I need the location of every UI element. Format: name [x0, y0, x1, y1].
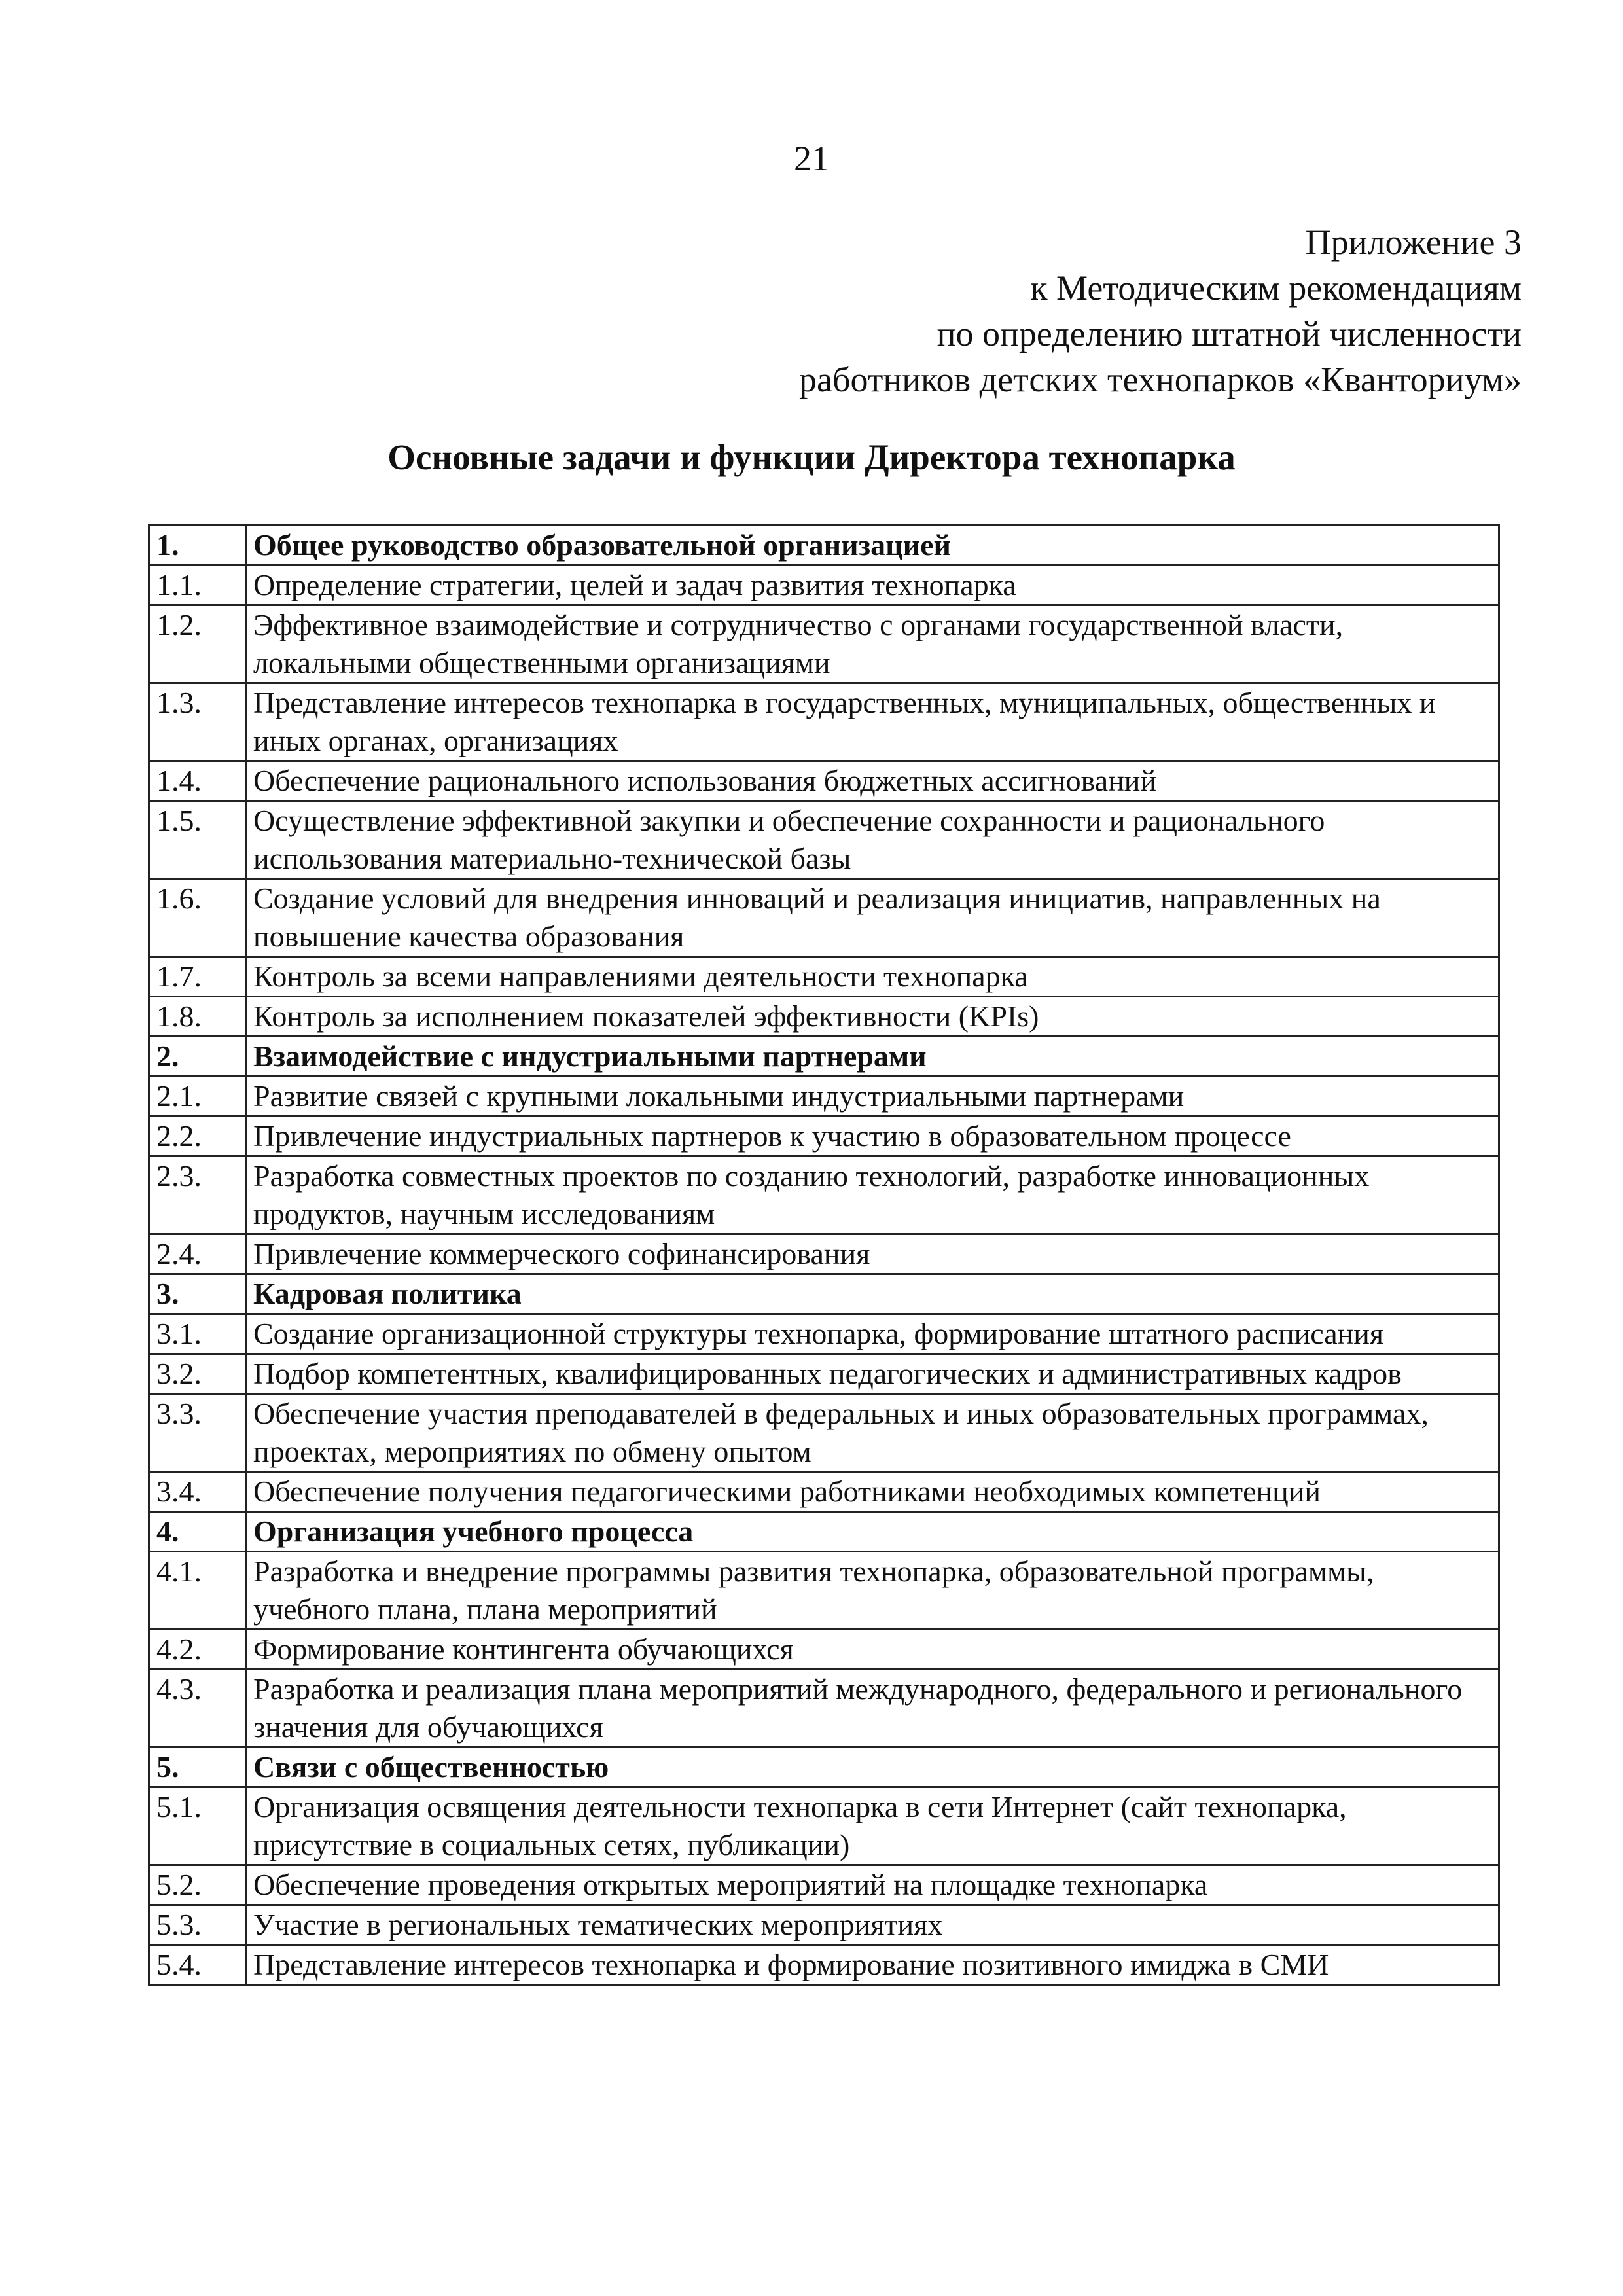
task-description: Привлечение индустриальных партнеров к участию в образовательном процессе	[246, 1117, 1499, 1157]
task-description: Разработка и реализация плана мероприятий международного, федерального и регионального значения для обучающихся	[246, 1670, 1499, 1748]
table-row	[149, 1865, 1499, 1905]
table-row	[149, 1234, 1499, 1274]
row-number: 5.1.	[149, 1787, 246, 1865]
task-description: Обеспечение участия преподавателей в федеральных и иных образовательных программах, проектах, мероприятиях по обмену опытом	[246, 1394, 1499, 1472]
row-number: 2.3.	[149, 1157, 246, 1234]
row-number: 2.4.	[149, 1234, 246, 1274]
row-number: 4.1.	[149, 1552, 246, 1630]
task-description: Формирование контингента обучающихся	[246, 1630, 1499, 1670]
table-row	[149, 1670, 1499, 1748]
row-number: 5.2.	[149, 1865, 246, 1905]
section-title: Организация учебного процесса	[246, 1512, 1499, 1552]
table-row	[149, 1157, 1499, 1234]
section-title: Кадровая политика	[246, 1274, 1499, 1314]
section-title: Взаимодействие с индустриальными партнерами	[246, 1037, 1499, 1077]
row-number: 4.	[149, 1512, 246, 1552]
table-row	[149, 1394, 1499, 1472]
task-description: Создание условий для внедрения инноваций и реализация инициатив, направленных на повышение качества образования	[246, 879, 1499, 957]
table-row	[149, 1787, 1499, 1865]
row-number: 3.3.	[149, 1394, 246, 1472]
appendix-line: Приложение 3	[1305, 223, 1522, 262]
table-row	[149, 1630, 1499, 1670]
row-number: 1.8.	[149, 997, 246, 1037]
functions-table-body	[149, 526, 1499, 1985]
section-row	[149, 1512, 1499, 1552]
row-number: 5.3.	[149, 1905, 246, 1945]
row-number: 1.3.	[149, 683, 246, 761]
table-row	[149, 605, 1499, 683]
document-title: Основные задачи и функции Директора технопарка	[387, 437, 1236, 477]
section-row	[149, 1748, 1499, 1787]
task-description: Организация освящения деятельности технопарка в сети Интернет (сайт технопарка, присутствие в социальных сетях, публикации)	[246, 1787, 1499, 1865]
row-number: 1.1.	[149, 565, 246, 605]
section-title: Связи с общественностью	[246, 1748, 1499, 1787]
row-number: 1.4.	[149, 761, 246, 801]
table-row	[149, 1552, 1499, 1630]
task-description: Контроль за всеми направлениями деятельности технопарка	[246, 957, 1499, 997]
row-number: 3.2.	[149, 1354, 246, 1394]
table-row	[149, 957, 1499, 997]
task-description: Развитие связей с крупными локальными индустриальными партнерами	[246, 1077, 1499, 1117]
task-description: Осуществление эффективной закупки и обеспечение сохранности и рационального использования материально-технической базы	[246, 801, 1499, 879]
task-description: Обеспечение проведения открытых мероприятий на площадке технопарка	[246, 1865, 1499, 1905]
table-row	[149, 1314, 1499, 1354]
section-row	[149, 1274, 1499, 1314]
row-number: 3.	[149, 1274, 246, 1314]
appendix-line: к Методическим рекомендациям	[1030, 268, 1522, 308]
task-description: Участие в региональных тематических мероприятиях	[246, 1905, 1499, 1945]
row-number: 4.2.	[149, 1630, 246, 1670]
task-description: Представление интересов технопарка в государственных, муниципальных, общественных и иных органах, организациях	[246, 683, 1499, 761]
section-row	[149, 1037, 1499, 1077]
appendix-line: работников детских технопарков «Кванториум»	[799, 360, 1522, 399]
row-number: 4.3.	[149, 1670, 246, 1748]
task-description: Привлечение коммерческого софинансирования	[246, 1234, 1499, 1274]
task-description: Контроль за исполнением показателей эффективности (KPIs)	[246, 997, 1499, 1037]
table-row	[149, 761, 1499, 801]
row-number: 1.5.	[149, 801, 246, 879]
row-number: 3.4.	[149, 1472, 246, 1512]
appendix-heading	[799, 219, 1522, 403]
page-number: 21	[794, 139, 829, 178]
row-number: 5.4.	[149, 1945, 246, 1985]
table-row	[149, 801, 1499, 879]
task-description: Разработка и внедрение программы развития технопарка, образовательной программы, учебного плана, плана мероприятий	[246, 1552, 1499, 1630]
table-row	[149, 1354, 1499, 1394]
table-row	[149, 1905, 1499, 1945]
task-description: Создание организационной структуры технопарка, формирование штатного расписания	[246, 1314, 1499, 1354]
table-row	[149, 1945, 1499, 1985]
section-title: Общее руководство образовательной организацией	[246, 526, 1499, 565]
task-description: Обеспечение рационального использования бюджетных ассигнований	[246, 761, 1499, 801]
task-description: Эффективное взаимодействие и сотрудничество с органами государственной власти, локальными общественными организациями	[246, 605, 1499, 683]
row-number: 1.6.	[149, 879, 246, 957]
table-row	[149, 683, 1499, 761]
table-row	[149, 1117, 1499, 1157]
row-number: 1.7.	[149, 957, 246, 997]
table-row	[149, 1472, 1499, 1512]
row-number: 2.1.	[149, 1077, 246, 1117]
row-number: 2.	[149, 1037, 246, 1077]
section-row	[149, 526, 1499, 565]
table-row	[149, 997, 1499, 1037]
table-row	[149, 879, 1499, 957]
row-number: 5.	[149, 1748, 246, 1787]
row-number: 1.	[149, 526, 246, 565]
row-number: 1.2.	[149, 605, 246, 683]
appendix-line: по определению штатной численности	[936, 314, 1522, 353]
task-description: Разработка совместных проектов по созданию технологий, разработке инновационных продуктов, научным исследованиям	[246, 1157, 1499, 1234]
row-number: 3.1.	[149, 1314, 246, 1354]
task-description: Определение стратегии, целей и задач развития технопарка	[246, 565, 1499, 605]
task-description: Подбор компетентных, квалифицированных педагогических и административных кадров	[246, 1354, 1499, 1394]
task-description: Представление интересов технопарка и формирование позитивного имиджа в СМИ	[246, 1945, 1499, 1985]
functions-table	[148, 524, 1500, 1986]
table-row	[149, 565, 1499, 605]
row-number: 2.2.	[149, 1117, 246, 1157]
task-description: Обеспечение получения педагогическими работниками необходимых компетенций	[246, 1472, 1499, 1512]
table-row	[149, 1077, 1499, 1117]
